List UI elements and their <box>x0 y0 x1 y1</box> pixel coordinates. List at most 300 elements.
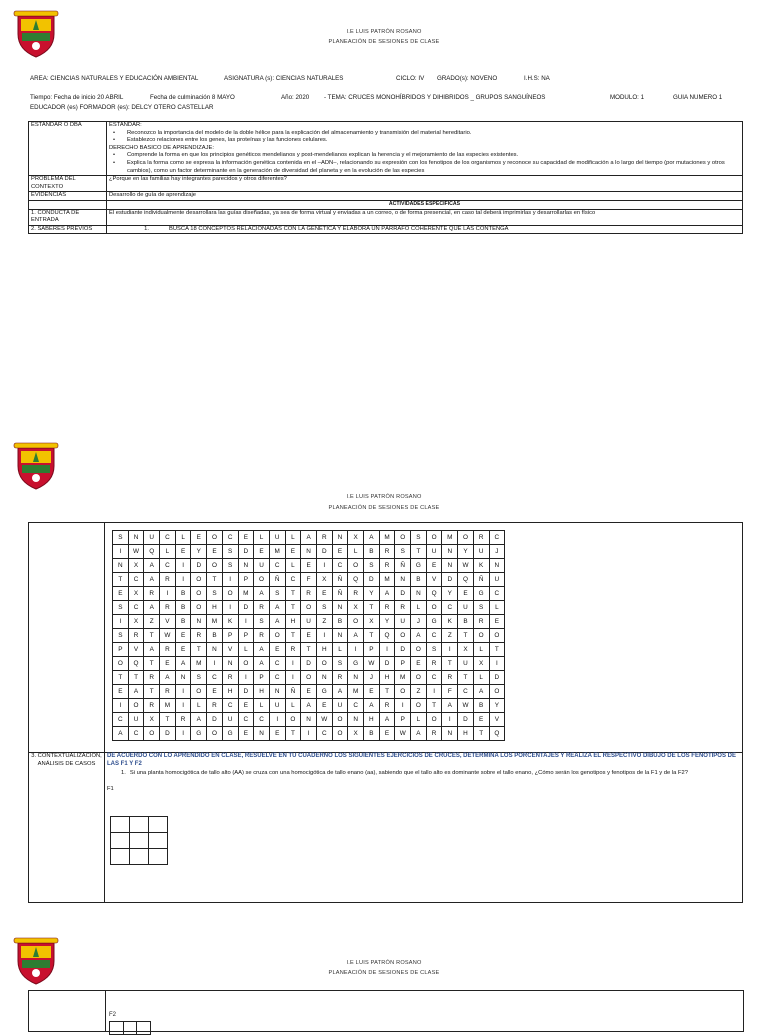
word-search-letter: R <box>254 601 270 615</box>
word-search-letter: W <box>160 629 176 643</box>
word-search-letter: G <box>348 657 364 671</box>
educador-field: EDUCADOR (es) FORMADOR (es): DELCY OTERO CASTELLAR <box>30 104 214 111</box>
word-search-letter: E <box>113 685 129 699</box>
word-search-letter: W <box>395 727 411 741</box>
word-search-grid <box>112 530 505 741</box>
word-search-letter: N <box>128 531 144 545</box>
page-2 <box>0 440 768 910</box>
word-search-letter: T <box>442 657 458 671</box>
word-search-letter: B <box>175 587 191 601</box>
estandar-bullet: • Establezco relaciones entre los genes, las proteínas y las funciones celulares. <box>113 137 328 144</box>
word-search-letter: E <box>316 587 332 601</box>
word-search-letter: A <box>301 699 317 713</box>
word-search-letter: U <box>269 531 285 545</box>
word-search-letter: O <box>348 615 364 629</box>
word-search-letter: P <box>113 643 129 657</box>
word-search-letter: B <box>332 615 348 629</box>
word-search-letter: D <box>442 573 458 587</box>
word-search-letter: E <box>411 657 427 671</box>
word-search-letter: O <box>191 587 207 601</box>
word-search-letter: O <box>191 573 207 587</box>
word-search-letter: N <box>222 657 238 671</box>
word-search-letter: V <box>222 643 238 657</box>
planning-subtitle: PLANEACIÓN DE SESIONES DE CLASE <box>328 505 440 511</box>
punnett-cell[interactable] <box>130 817 149 833</box>
word-search-letter: U <box>269 699 285 713</box>
planning-subtitle: PLANEACIÓN DE SESIONES DE CLASE <box>328 970 440 976</box>
word-search-letter: A <box>379 713 395 727</box>
word-search-letter: O <box>411 643 427 657</box>
word-search-letter: S <box>473 601 489 615</box>
word-search-letter: E <box>175 643 191 657</box>
word-search-letter: C <box>269 559 285 573</box>
word-search-letter: X <box>348 601 364 615</box>
word-search-letter: B <box>473 699 489 713</box>
word-search-letter: H <box>285 615 301 629</box>
word-search-letter: T <box>426 699 442 713</box>
word-search-letter: O <box>301 671 317 685</box>
word-search-letter: O <box>426 713 442 727</box>
word-search-letter: Z <box>411 685 427 699</box>
word-search-letter: I <box>113 699 129 713</box>
word-search-letter: U <box>489 573 505 587</box>
word-search-letter: T <box>489 643 505 657</box>
word-search-letter: F <box>442 685 458 699</box>
conducta-label: 1. CONDUCTA DE ENTRADA <box>29 209 107 225</box>
word-search-letter: N <box>348 671 364 685</box>
word-search-letter: W <box>364 657 380 671</box>
word-search-letter: C <box>269 671 285 685</box>
word-search-letter: T <box>458 629 474 643</box>
word-search-letter: S <box>426 643 442 657</box>
word-search-letter: E <box>207 545 223 559</box>
word-search-letter: O <box>144 727 160 741</box>
word-search-letter: G <box>473 587 489 601</box>
word-search-letter: E <box>254 545 270 559</box>
word-search-letter: H <box>254 685 270 699</box>
dba-title: DERECHO BASICO DE APRENDIZAJE: <box>109 144 215 151</box>
word-search-letter: A <box>301 531 317 545</box>
word-search-letter: N <box>489 559 505 573</box>
word-search-letter: R <box>191 629 207 643</box>
conducta-row <box>29 209 743 225</box>
word-search-letter: M <box>207 615 223 629</box>
word-search-letter: Q <box>348 573 364 587</box>
word-search-letter: D <box>316 545 332 559</box>
word-search-letter: U <box>254 559 270 573</box>
word-search-letter: T <box>113 671 129 685</box>
word-search-letter: I <box>379 643 395 657</box>
word-search-letter: T <box>411 545 427 559</box>
word-search-letter: T <box>144 685 160 699</box>
word-search-letter: S <box>207 587 223 601</box>
word-search-letter: D <box>379 657 395 671</box>
word-search-letter: E <box>426 559 442 573</box>
word-search-letter: X <box>458 643 474 657</box>
word-search-letter: X <box>473 657 489 671</box>
word-search-letter: E <box>301 559 317 573</box>
word-search-letter: V <box>160 615 176 629</box>
word-search-letter: L <box>238 643 254 657</box>
word-search-letter: R <box>175 713 191 727</box>
word-search-letter: M <box>160 699 176 713</box>
word-search-letter: C <box>128 573 144 587</box>
word-search-letter: S <box>411 531 427 545</box>
word-search-letter: B <box>411 573 427 587</box>
word-search-letter: N <box>332 531 348 545</box>
word-search-letter: E <box>160 657 176 671</box>
word-search-letter: I <box>442 713 458 727</box>
page-3 <box>0 935 768 1024</box>
word-search-letter: S <box>191 671 207 685</box>
word-search-letter: C <box>160 531 176 545</box>
word-search-letter: R <box>473 531 489 545</box>
word-search-letter: Z <box>316 615 332 629</box>
word-search-row <box>113 727 505 741</box>
word-search-letter: E <box>238 727 254 741</box>
word-search-letter: D <box>160 727 176 741</box>
dba-bullet: • Comprende la forma en que los principios genéticos mendelianos y post-mendelianos explican la herencia y el mejoramiento de las especies existentes. <box>113 152 519 159</box>
asignatura-field: ASIGNATURA (s): CIENCIAS NATURALES <box>224 75 344 82</box>
word-search-letter: R <box>426 727 442 741</box>
word-search-letter: O <box>395 685 411 699</box>
punnett-cell[interactable] <box>111 833 130 849</box>
word-search-letter: A <box>364 531 380 545</box>
word-search-letter: L <box>285 559 301 573</box>
word-search-letter: E <box>113 587 129 601</box>
word-search-letter: Y <box>191 545 207 559</box>
word-search-letter: L <box>191 699 207 713</box>
word-search-letter: I <box>175 573 191 587</box>
word-search-letter: T <box>160 713 176 727</box>
planning-subtitle: PLANEACIÓN DE SESIONES DE CLASE <box>328 39 440 45</box>
tema-field: - TEMA: CRUCES MONOHÍBRIDOS Y DIHIBRIDOS _ GRUPOS SANGUÍNEOS <box>324 94 546 101</box>
word-search-letter: Ñ <box>332 587 348 601</box>
word-search-letter: O <box>426 531 442 545</box>
word-search-letter: M <box>379 573 395 587</box>
word-search-letter: R <box>144 671 160 685</box>
word-search-letter: G <box>411 559 427 573</box>
word-search-letter: C <box>238 713 254 727</box>
punnett-cell[interactable] <box>130 849 149 865</box>
word-search-letter: A <box>411 727 427 741</box>
word-search-letter: N <box>254 727 270 741</box>
word-search-letter: L <box>348 545 364 559</box>
word-search-letter: N <box>332 601 348 615</box>
ihs-field: I.H.S: NA <box>524 75 550 82</box>
word-search-letter: B <box>458 615 474 629</box>
word-search-letter: E <box>175 545 191 559</box>
word-search-letter: I <box>113 615 129 629</box>
word-search-letter: O <box>301 601 317 615</box>
saberes-label: 2. SABERES PREVIOS <box>29 225 107 234</box>
word-search-letter: T <box>128 671 144 685</box>
word-search-letter: O <box>191 685 207 699</box>
word-search-letter: E <box>489 615 505 629</box>
saberes-row <box>29 225 743 234</box>
word-search-letter: H <box>458 727 474 741</box>
word-search-letter: A <box>175 657 191 671</box>
word-search-letter: T <box>364 629 380 643</box>
word-search-letter: Y <box>442 587 458 601</box>
word-search-letter: C <box>442 601 458 615</box>
f2-label: F2 <box>109 1012 117 1018</box>
punnett-cell[interactable] <box>111 849 130 865</box>
word-search-letter: S <box>269 587 285 601</box>
word-search-letter: O <box>269 629 285 643</box>
culminacion-field: Fecha de culminación 8 MAYO <box>150 94 235 101</box>
word-search-letter: I <box>285 671 301 685</box>
word-search-letter: W <box>458 559 474 573</box>
punnett-cell[interactable] <box>149 849 168 865</box>
word-search-row <box>113 587 505 601</box>
question-number: 1. <box>121 770 126 777</box>
word-search-letter: A <box>348 629 364 643</box>
word-search-letter: Y <box>379 615 395 629</box>
word-search-letter: T <box>285 727 301 741</box>
word-search-letter: O <box>207 727 223 741</box>
word-search-letter: A <box>269 615 285 629</box>
word-search-letter: U <box>458 601 474 615</box>
word-search-letter: I <box>348 643 364 657</box>
word-search-letter: X <box>128 587 144 601</box>
estandar-content <box>107 122 743 176</box>
word-search-letter: O <box>426 601 442 615</box>
f1-punnett-square <box>110 816 168 865</box>
estandar-label: ESTANDAR O DBA <box>29 122 107 176</box>
word-search-letter: L <box>285 531 301 545</box>
word-search-letter: A <box>144 573 160 587</box>
word-search-letter: I <box>222 573 238 587</box>
section3-label: 3. CONTEXTUALIZACIÓN, ANÁLISIS DE CASOS <box>29 753 105 903</box>
word-search-letter: R <box>254 629 270 643</box>
word-search-letter: K <box>473 559 489 573</box>
anio-field: Año: 2020 <box>281 94 310 101</box>
word-search-letter: A <box>160 671 176 685</box>
word-search-letter: H <box>222 685 238 699</box>
punnett-cell[interactable] <box>130 833 149 849</box>
word-search-letter: A <box>442 699 458 713</box>
word-search-letter: O <box>238 657 254 671</box>
continuation-table <box>28 990 744 1032</box>
word-search-letter: G <box>191 727 207 741</box>
word-search-letter: E <box>191 531 207 545</box>
word-search-letter: Q <box>379 629 395 643</box>
word-search-letter: I <box>269 713 285 727</box>
word-search-letter: Y <box>489 699 505 713</box>
word-search-letter: A <box>411 629 427 643</box>
word-search-letter: G <box>316 685 332 699</box>
word-search-letter: Ñ <box>332 573 348 587</box>
word-search-row <box>113 699 505 713</box>
word-search-letter: R <box>473 615 489 629</box>
word-search-letter: U <box>332 699 348 713</box>
word-search-letter: O <box>489 685 505 699</box>
word-search-letter: O <box>285 713 301 727</box>
word-search-letter: T <box>144 629 160 643</box>
word-search-letter: S <box>222 559 238 573</box>
word-search-letter: P <box>238 573 254 587</box>
word-search-letter: S <box>113 629 129 643</box>
word-search-letter: U <box>301 615 317 629</box>
word-search-letter: C <box>458 685 474 699</box>
word-search-letter: B <box>175 601 191 615</box>
word-search-letter: E <box>364 685 380 699</box>
word-search-letter: N <box>332 629 348 643</box>
word-search-letter: D <box>364 573 380 587</box>
f2-punnett-square[interactable] <box>109 1021 151 1035</box>
word-search-letter: P <box>395 657 411 671</box>
punnett-cell[interactable] <box>111 817 130 833</box>
word-search-letter: Q <box>144 545 160 559</box>
word-search-letter: R <box>379 545 395 559</box>
word-search-letter: N <box>442 545 458 559</box>
word-search-letter: U <box>426 545 442 559</box>
word-search-letter: N <box>301 545 317 559</box>
word-search-letter: I <box>395 699 411 713</box>
actividades-row <box>29 200 743 209</box>
school-name: I.E LUIS PATRÓN ROSANO <box>346 960 422 966</box>
word-search-letter: A <box>144 643 160 657</box>
word-search-letter: I <box>316 629 332 643</box>
word-search-letter: W <box>316 713 332 727</box>
word-search-letter: C <box>285 573 301 587</box>
word-search-letter: O <box>332 727 348 741</box>
school-name: I.E LUIS PATRÓN ROSANO <box>346 494 422 500</box>
word-search-letter: Z <box>442 629 458 643</box>
word-search-letter: Q <box>426 587 442 601</box>
word-search-letter: E <box>285 545 301 559</box>
word-search-letter: F <box>301 573 317 587</box>
word-search-letter: O <box>332 713 348 727</box>
word-search-letter: D <box>458 713 474 727</box>
ciclo-field: CICLO: IV <box>396 75 425 82</box>
word-search-letter: R <box>379 601 395 615</box>
word-search-letter: R <box>316 531 332 545</box>
word-search-letter: A <box>113 727 129 741</box>
estandar-bullet: • Reconozco la importancia del modelo de la doble hélice para la explicación del almacenamiento y transmisión del material hereditario. <box>113 129 472 136</box>
word-search-letter: N <box>442 559 458 573</box>
word-search-letter: J <box>489 545 505 559</box>
section3-heading: DE ACUERDO CON LO APRENDIDO EN CLASE, RESUELVE EN TU CUADERNO LOS SIGUIENTES EJERCICIOS DE CRUCES, DETERMINA LOS PORCENTAJES Y REALIZA EL RESPECTIVO DIBUJO DE LOS FENOTIPOS DE LAS F1 Y F2 <box>107 753 736 767</box>
word-search-letter: T <box>144 657 160 671</box>
word-search-letter: N <box>348 713 364 727</box>
word-search-row <box>113 671 505 685</box>
word-search-letter: O <box>207 559 223 573</box>
word-search-letter: A <box>191 713 207 727</box>
word-search-letter: S <box>222 545 238 559</box>
evidencias-label: EVIDENCIAS <box>29 192 107 201</box>
word-search-letter: L <box>254 699 270 713</box>
word-search-letter: R <box>207 699 223 713</box>
word-search-letter: E <box>301 629 317 643</box>
word-search-letter: Ñ <box>473 573 489 587</box>
word-search-row <box>113 685 505 699</box>
saberes-text: BUSCA 18 CONCEPTOS RELACIONADAS CON LA GENÉTICA Y ELABORA UN PÁRRAFO COHERENTE QUE LAS CONTENGA <box>169 225 509 232</box>
word-search-letter: N <box>207 643 223 657</box>
estandar-title: ESTANDAR: <box>109 122 142 128</box>
word-search-row <box>113 629 505 643</box>
saberes-number: 1. <box>144 225 149 232</box>
question-1 <box>107 770 740 778</box>
word-search-letter: A <box>144 601 160 615</box>
word-search-letter: R <box>160 685 176 699</box>
word-search-letter: I <box>442 643 458 657</box>
word-search-row <box>113 643 505 657</box>
word-search-row <box>113 531 505 545</box>
word-search-letter: M <box>238 587 254 601</box>
word-search-letter: E <box>458 587 474 601</box>
word-search-letter: R <box>348 587 364 601</box>
word-search-letter: E <box>238 699 254 713</box>
word-search-letter: B <box>364 727 380 741</box>
word-search-letter: S <box>113 601 129 615</box>
word-search-letter: T <box>458 671 474 685</box>
word-search-letter: E <box>379 727 395 741</box>
word-search-letter: T <box>285 629 301 643</box>
word-search-letter: C <box>316 727 332 741</box>
word-search-letter: I <box>238 615 254 629</box>
word-search-row <box>113 713 505 727</box>
word-search-letter: U <box>144 531 160 545</box>
dba-bullet: • Explica la forma como se expresa la información genética contenida en el –ADN–, relacionando su expresión con los fenotipos de los organismos y reconoce su capacidad de modificación a lo largo del tiempo (por mutaciones y otros cambios), como un factor determinante en la generación de diversidad del planeta y en la evolución de las especies <box>113 159 725 174</box>
word-search-letter: L <box>473 643 489 657</box>
word-search-letter: Q <box>128 657 144 671</box>
word-search-letter: I <box>222 601 238 615</box>
word-search-letter: U <box>128 713 144 727</box>
punnett-cell[interactable] <box>149 817 168 833</box>
word-search-letter: C <box>348 699 364 713</box>
word-search-letter: R <box>144 699 160 713</box>
word-search-letter: L <box>254 531 270 545</box>
word-search-letter: A <box>254 657 270 671</box>
word-search-letter: E <box>316 699 332 713</box>
word-search-letter: T <box>207 573 223 587</box>
word-search-letter: U <box>395 615 411 629</box>
word-search-letter: D <box>238 601 254 615</box>
word-search-letter: O <box>489 629 505 643</box>
word-search-letter: E <box>301 685 317 699</box>
word-search-letter: S <box>113 531 129 545</box>
word-search-letter: A <box>379 587 395 601</box>
word-search-letter: I <box>175 699 191 713</box>
problema-row <box>29 176 743 192</box>
word-search-letter: A <box>332 685 348 699</box>
word-search-letter: T <box>285 587 301 601</box>
word-search-letter: O <box>411 699 427 713</box>
word-search-letter: E <box>207 685 223 699</box>
word-search-letter: P <box>254 671 270 685</box>
word-search-letter: N <box>411 587 427 601</box>
word-search-letter: A <box>364 699 380 713</box>
word-search-letter: E <box>175 629 191 643</box>
word-search-letter: I <box>426 685 442 699</box>
guia-field: GUIA NUMERO 1 <box>673 94 723 101</box>
word-search-letter: Ñ <box>285 685 301 699</box>
word-search-letter: I <box>207 657 223 671</box>
evidencias-row <box>29 192 743 201</box>
word-search-letter: C <box>128 601 144 615</box>
word-search-letter: Ñ <box>395 559 411 573</box>
f1-label: F1 <box>107 785 114 792</box>
word-search-letter: S <box>316 601 332 615</box>
question-text: Si una planta homocigótica de tallo alto (AA) se cruza con una homocigótica de tallo enano (aa), sabiendo que el tallo alto es dominante sobre el tallo enano, ¿Cómo serán los genotipos y fenotipos de la F1 y de la F2? <box>129 770 688 777</box>
word-search-letter: R <box>379 559 395 573</box>
word-search-letter: U <box>222 713 238 727</box>
word-search-row <box>113 545 505 559</box>
word-search-letter: I <box>175 559 191 573</box>
punnett-cell[interactable] <box>149 833 168 849</box>
